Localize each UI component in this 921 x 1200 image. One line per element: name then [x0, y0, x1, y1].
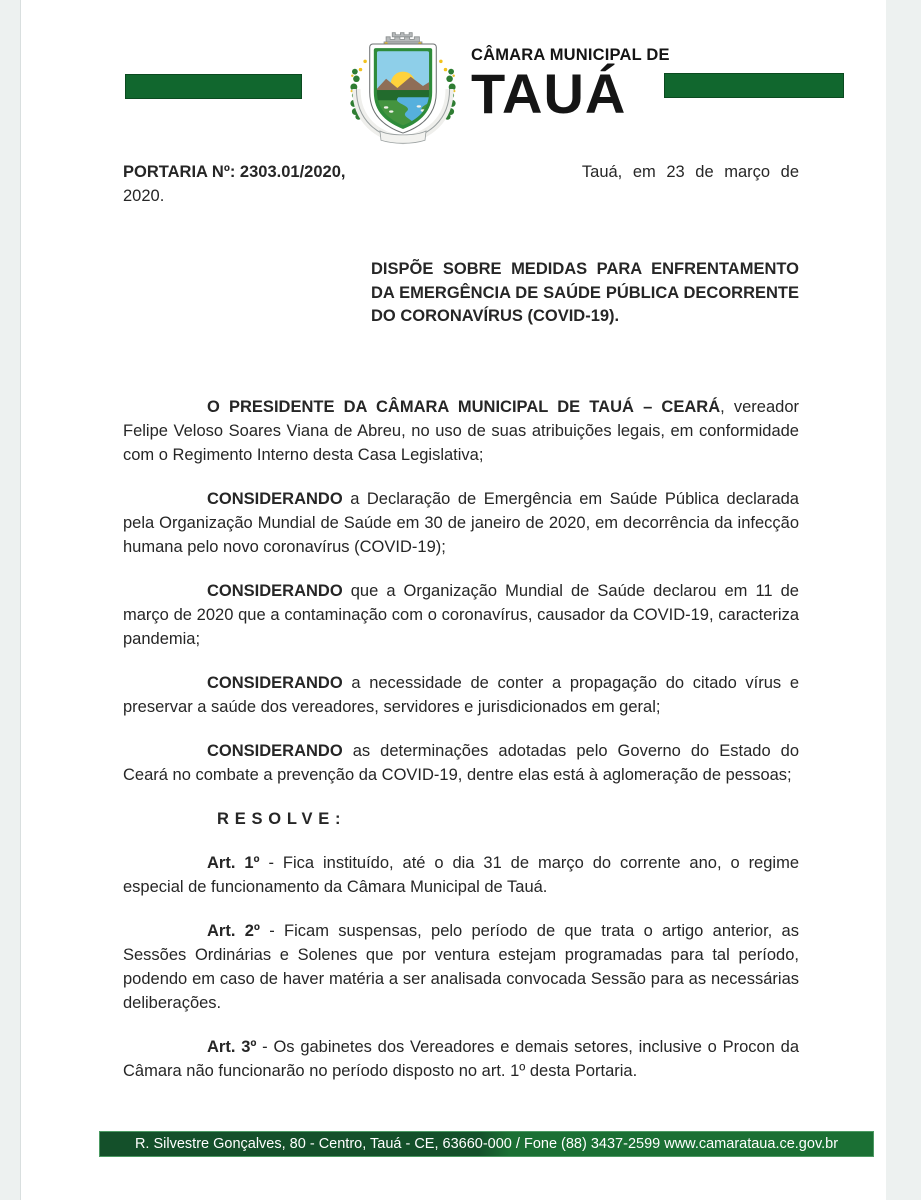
taua-coat-of-arms-icon [339, 24, 467, 152]
considerando-4 [123, 739, 799, 787]
considerando-3-label: CONSIDERANDO [207, 673, 343, 692]
article-2-label: Art. 2º [207, 921, 260, 940]
article-2-text: - Ficam suspensas, pelo período de que trata o artigo anterior, as Sessões Ordinárias e Solenes que por ventura estejam programadas para tal período, podendo em caso de haver matéria a ser analisada convocada Sessão para as necessárias deliberações. [123, 921, 799, 1012]
article-1-label: Art. 1º [207, 853, 260, 872]
considerando-2-label: CONSIDERANDO [207, 581, 343, 600]
article-3-label: Art. 3º [207, 1037, 257, 1056]
header-green-bar-left [125, 74, 302, 99]
org-name-line1: CÂMARA MUNICIPAL DE [471, 46, 670, 64]
header-green-bar-right [664, 73, 844, 98]
considerando-4-label: CONSIDERANDO [207, 741, 343, 760]
article-3 [123, 1035, 799, 1083]
article-2 [123, 919, 799, 1015]
considerando-1-text: a Declaração de Emergência em Saúde Pública declarada pela Organização Mundial de Saúde em 30 de janeiro de 2020, em decorrência da infecção humana pelo novo coronavírus (COVID-19); [123, 489, 799, 556]
portaria-date: Tauá, em 23 de março de [581, 163, 799, 181]
org-wordmark [471, 46, 691, 125]
considerando-3 [123, 671, 799, 719]
considerando-1 [123, 487, 799, 559]
document-content [123, 160, 799, 1103]
article-3-text: - Os gabinetes dos Vereadores e demais setores, inclusive o Procon da Câmara não funcionarão no período disposto no art. 1º desta Portaria. [123, 1037, 800, 1080]
preamble-paragraph [123, 395, 799, 467]
portaria-heading [123, 160, 799, 208]
considerando-2-text: que a Organização Mundial de Saúde declarou em 11 de março de 2020 que a contaminação com o coronavírus, causador da COVID-19, caracteriza pandemia; [123, 581, 799, 648]
considerando-1-label: CONSIDERANDO [207, 489, 343, 508]
considerando-4-text: as determinações adotadas pelo Governo do Estado do Ceará no combate a prevenção da COVID-19, dentre elas está à aglomeração de pessoas; [123, 741, 799, 784]
footer-address-bar [99, 1131, 874, 1157]
preamble-bold: O PRESIDENTE DA CÂMARA MUNICIPAL DE TAUÁ – CEARÁ [207, 397, 721, 416]
footer-address-text: R. Silvestre Gonçalves, 80 - Centro, Tauá - CE, 63660-000 / Fone (88) 3437-2599 www.camarataua.ce.gov.br [134, 1136, 839, 1152]
portaria-date-wrap: 2020. [123, 187, 165, 205]
resolve-label: RESOLVE: [217, 809, 347, 828]
considerando-3-text: a necessidade de conter a propagação do citado vírus e preservar a saúde dos vereadores, servidores e jurisdicionados em geral; [123, 673, 799, 716]
considerando-2 [123, 579, 799, 651]
subject-clause: DISPÕE SOBRE MEDIDAS PARA ENFRENTAMENTO DA EMERGÊNCIA DE SAÚDE PÚBLICA DECORRENTE DO CORONAVÍRUS (COVID-19). [371, 260, 799, 325]
portaria-number: PORTARIA Nº: 2303.01/2020, [123, 163, 346, 181]
document-page [20, 0, 886, 1200]
preamble-rest: , vereador Felipe Veloso Soares Viana de Abreu, no uso de suas atribuições legais, em conformidade com o Regimento Interno desta Casa Legislativa; [123, 397, 799, 464]
article-1 [123, 851, 799, 899]
org-name-line2: TAUÁ [471, 62, 627, 125]
article-1-text: - Fica instituído, até o dia 31 de março do corrente ano, o regime especial de funcionamento da Câmara Municipal de Tauá. [123, 853, 800, 896]
